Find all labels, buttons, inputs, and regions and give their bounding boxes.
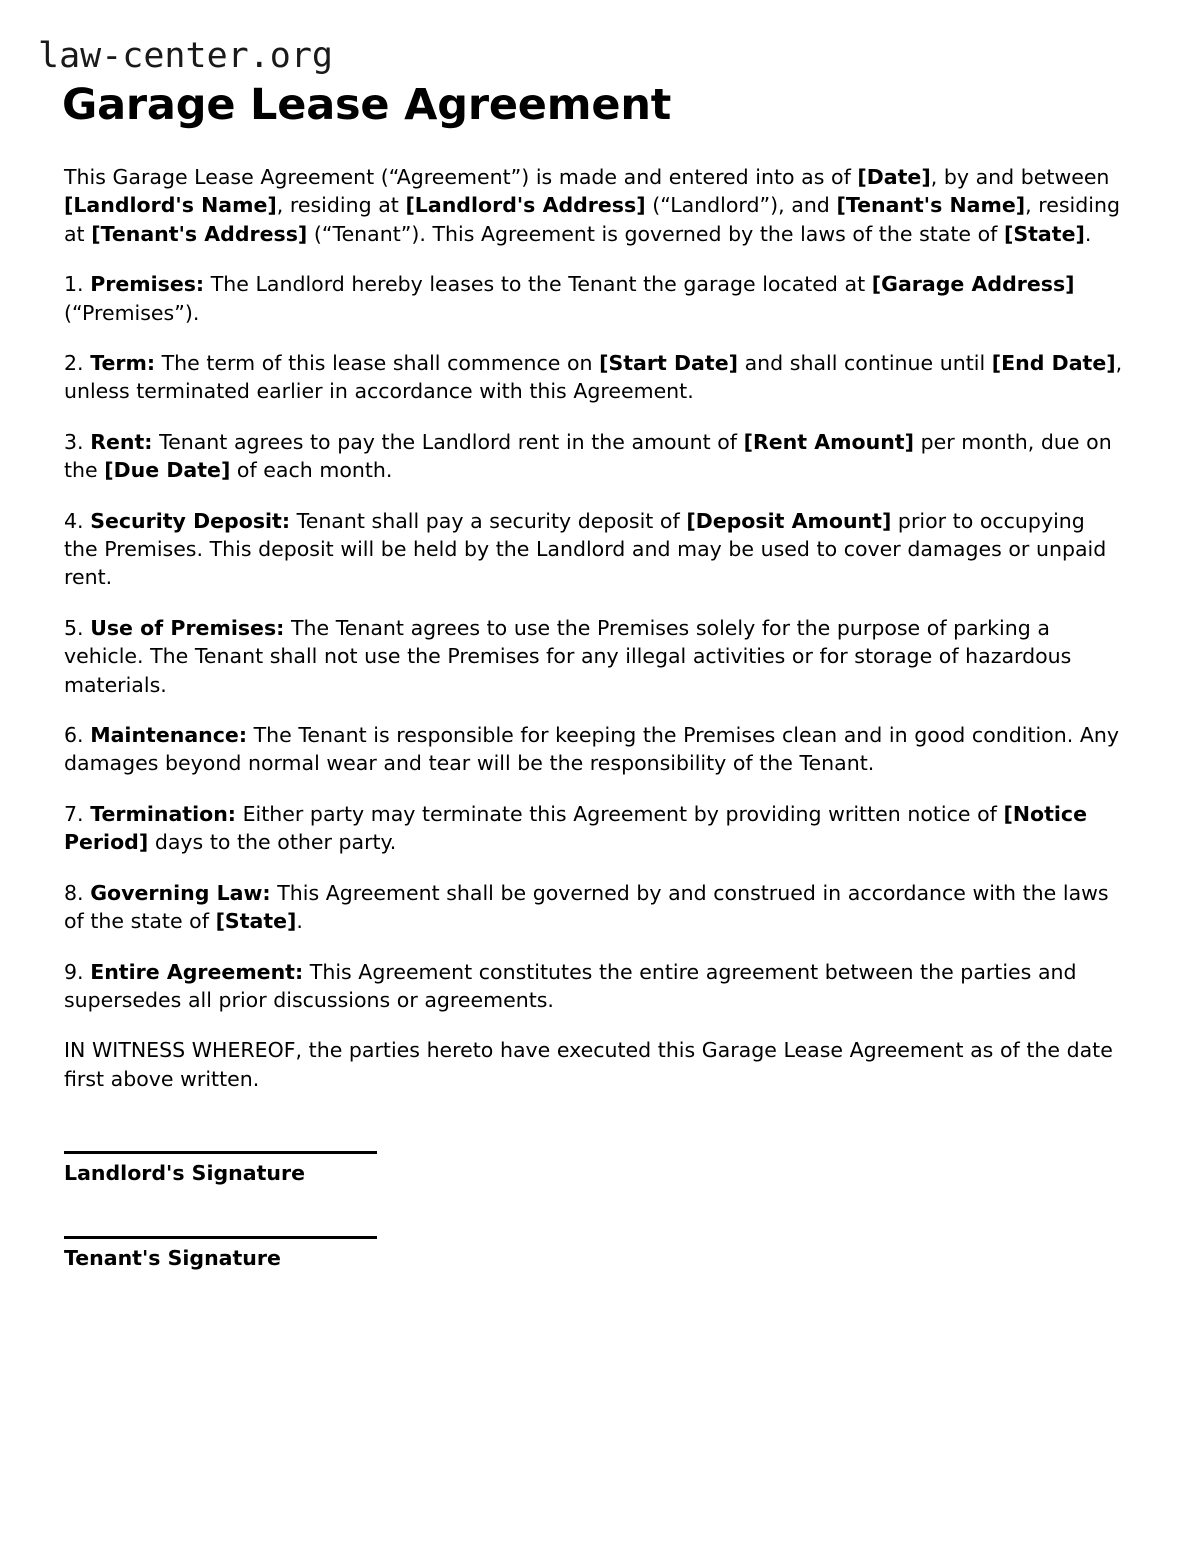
clause-2-number: 2. — [64, 351, 91, 376]
clause-5-number: 5. — [64, 615, 91, 640]
clause-1-number: 1. — [64, 272, 91, 297]
clause-8-number: 8. — [64, 880, 91, 905]
site-name: law-center.org — [38, 36, 334, 76]
clause-7-heading: Termination: — [90, 801, 236, 826]
placeholder-state: [State] — [1004, 221, 1085, 246]
intro-text-1: This Garage Lease Agreement (“Agreement”) is made and entered into as of — [64, 164, 858, 189]
landlord-signature-label: Landlord's Signature — [64, 1161, 305, 1186]
placeholder-landlord-name: [Landlord's Name] — [64, 193, 277, 218]
intro-text-4: (“Landlord”), and — [645, 193, 837, 218]
intro-text-6: (“Tenant”). This Agreement is governed by the laws of the state of — [307, 221, 1004, 246]
clause-1-text-1: The Landlord hereby leases to the Tenant the garage located at — [204, 272, 872, 297]
placeholder-deposit-amount: [Deposit Amount] — [686, 508, 892, 533]
document-body — [0, 163, 1191, 1093]
clause-3-rent — [64, 428, 1125, 485]
clause-3-text-2: per month, due on the — [64, 429, 1112, 483]
clause-3-number: 3. — [64, 429, 91, 454]
placeholder-tenant-address: [Tenant's Address] — [91, 221, 308, 246]
clause-2-text-3: , unless terminated earlier in accordance with this Agreement. — [64, 351, 1123, 404]
clause-7-text-1: Either party may terminate this Agreement by providing written notice of — [235, 801, 1004, 826]
clause-2-text-1: The term of this lease shall commence on — [155, 351, 600, 376]
clause-4-text-1: Tenant shall pay a security deposit of — [290, 508, 687, 533]
placeholder-date: [Date] — [857, 164, 931, 189]
clause-4-security-deposit — [64, 507, 1125, 592]
clause-8-governing-law — [64, 879, 1125, 936]
clause-6-heading: Maintenance: — [90, 723, 248, 748]
clause-9-number: 9. — [64, 959, 91, 984]
placeholder-garage-address: [Garage Address] — [871, 272, 1075, 297]
clause-9-heading: Entire Agreement: — [90, 959, 304, 984]
clause-9-text-1: This Agreement constitutes the entire agreement between the parties and supersedes all prior discussions or agreements. — [64, 959, 1077, 1012]
tenant-signature-block — [64, 1236, 1125, 1271]
clause-2-term — [64, 349, 1125, 406]
bottom-whitespace — [0, 1271, 1191, 1481]
intro-text-7: . — [1084, 221, 1092, 246]
clause-5-use-of-premises — [64, 614, 1125, 699]
signature-section — [0, 1151, 1191, 1271]
page-title: Garage Lease Agreement — [62, 80, 672, 131]
placeholder-rent-amount: [Rent Amount] — [743, 429, 914, 454]
clause-3-heading: Rent: — [90, 429, 153, 454]
landlord-signature-line[interactable] — [64, 1151, 377, 1154]
clause-2-text-2: and shall continue until — [737, 351, 992, 376]
intro-text-3: , residing at — [276, 193, 406, 218]
clause-7-termination — [64, 800, 1125, 857]
placeholder-due-date: [Due Date] — [104, 458, 231, 483]
clause-6-number: 6. — [64, 723, 91, 748]
placeholder-state-governing: [State] — [215, 909, 297, 934]
clause-4-text-2: prior to occupying the Premises. This deposit will be held by the Landlord and may be used to cover damages or unpaid rent. — [64, 508, 1107, 590]
clause-1-premises — [64, 270, 1125, 327]
placeholder-end-date: [End Date] — [991, 351, 1116, 376]
landlord-signature-block — [64, 1151, 1125, 1186]
clause-5-heading: Use of Premises: — [90, 615, 285, 640]
clause-6-text-1: The Tenant is responsible for keeping the Premises clean and in good condition. Any damages beyond normal wear and tear will be the responsibility of the Tenant. — [64, 723, 1120, 776]
clause-2-heading: Term: — [90, 351, 156, 376]
clause-1-text-2: (“Premises”). — [64, 300, 200, 325]
intro-text-2: , by and between — [930, 164, 1110, 189]
intro-text-5: , residing at — [64, 193, 1120, 246]
clause-7-number: 7. — [64, 801, 91, 826]
tenant-signature-label: Tenant's Signature — [64, 1246, 281, 1271]
placeholder-tenant-name: [Tenant's Name] — [836, 193, 1026, 218]
clause-7-text-2: days to the other party. — [148, 830, 397, 855]
clause-4-heading: Security Deposit: — [90, 508, 291, 533]
clause-8-text-1: This Agreement shall be governed by and construed in accordance with the laws of the state of — [64, 880, 1109, 934]
clause-1-heading: Premises: — [90, 272, 205, 297]
placeholder-notice-period: [Notice Period] — [64, 801, 1087, 855]
clause-6-maintenance — [64, 721, 1125, 778]
witness-paragraph: IN WITNESS WHEREOF, the parties hereto have executed this Garage Lease Agreement as of the date first above written. — [64, 1038, 1113, 1091]
intro-paragraph — [64, 163, 1125, 248]
clause-4-number: 4. — [64, 508, 91, 533]
clause-5-text-1: The Tenant agrees to use the Premises solely for the purpose of parking a vehicle. The Tenant shall not use the Premises for any illegal activities or for storage of hazardous materials. — [64, 615, 1072, 697]
tenant-signature-line[interactable] — [64, 1236, 377, 1239]
clause-3-text-3: of each month. — [230, 458, 393, 483]
placeholder-landlord-address: [Landlord's Address] — [405, 193, 646, 218]
clause-8-text-2: . — [296, 909, 303, 934]
clause-3-text-1: Tenant agrees to pay the Landlord rent in the amount of — [152, 429, 744, 454]
clause-8-heading: Governing Law: — [90, 880, 271, 905]
placeholder-start-date: [Start Date] — [599, 351, 738, 376]
clause-9-entire-agreement — [64, 958, 1125, 1015]
